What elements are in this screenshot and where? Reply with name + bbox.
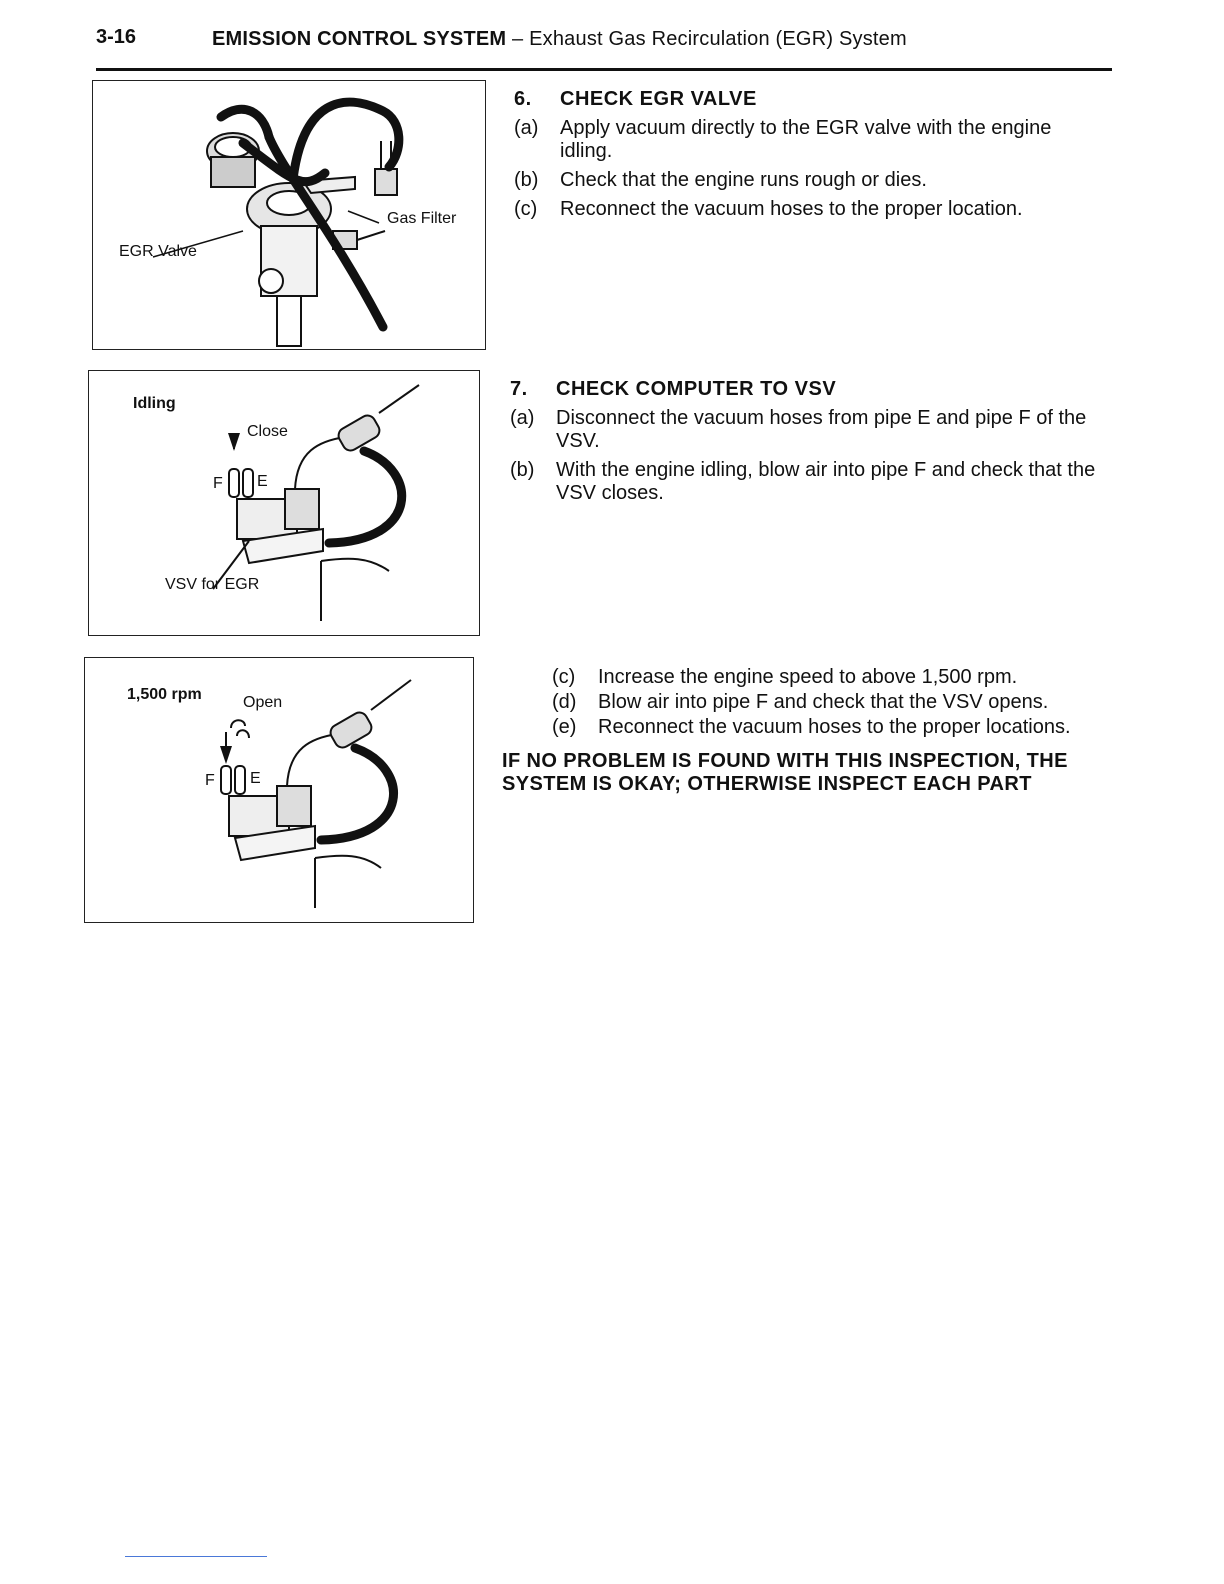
- step-7-heading: [510, 378, 1104, 401]
- item-tag: (c): [552, 666, 576, 688]
- step-7-continued: [552, 666, 1098, 739]
- close-state-label: Close: [247, 423, 288, 440]
- page-header: [96, 24, 1112, 71]
- page-number: 3-16: [96, 26, 137, 48]
- rpm-mode-label: 1,500 rpm: [127, 686, 202, 703]
- item-tag: (b): [510, 459, 535, 481]
- item-text: With the engine idling, blow air into pipe F and check that the VSV closes.: [556, 459, 1096, 504]
- item-text: Increase the engine speed to above 1,500 rpm.: [598, 666, 1018, 688]
- step-7-title: CHECK COMPUTER TO VSV: [556, 378, 837, 400]
- gas-filter-label: Gas Filter: [387, 210, 457, 227]
- item-tag: (a): [510, 407, 535, 429]
- item-tag: (a): [514, 117, 539, 139]
- item-text: Blow air into pipe F and check that the VSV opens.: [598, 691, 1049, 713]
- step-7-item-d: [552, 691, 1098, 714]
- step-7: [510, 378, 1104, 505]
- item-tag: (e): [552, 716, 577, 738]
- item-text: Apply vacuum directly to the EGR valve with the engine idling.: [560, 117, 1052, 162]
- vsv-idling-figure: [88, 370, 480, 636]
- egr-valve-figure: [92, 80, 486, 350]
- step-6-number: 6.: [514, 88, 532, 110]
- step-6-title: CHECK EGR VALVE: [560, 88, 757, 110]
- step-6: [514, 88, 1108, 221]
- egr-valve-label: EGR Valve: [119, 243, 197, 260]
- step-7-number: 7.: [510, 378, 528, 400]
- section-title: [212, 28, 907, 51]
- step-7-item-e: [552, 716, 1098, 739]
- section-subtitle: – Exhaust Gas Recirculation (EGR) System: [512, 28, 907, 50]
- section-title-main: EMISSION CONTROL SYSTEM: [212, 28, 507, 50]
- item-tag: (d): [552, 691, 577, 713]
- step-7-item-a: [510, 407, 1104, 453]
- bottom-rule: [125, 1556, 267, 1557]
- item-text: Check that the engine runs rough or dies.: [560, 169, 927, 191]
- pipe-f-label-rpm: F: [205, 772, 215, 789]
- step-6-item-b: [514, 169, 1108, 192]
- pipe-e-label: E: [257, 473, 268, 490]
- pipe-f-label: F: [213, 475, 223, 492]
- conclusion-text: IF NO PROBLEM IS FOUND WITH THIS INSPECTION, THE SYSTEM IS OKAY; OTHERWISE INSPECT EACH PART: [502, 750, 1068, 795]
- step-6-item-c: [514, 198, 1108, 221]
- item-text: Reconnect the vacuum hoses to the proper location.: [560, 198, 1023, 220]
- vsv-rpm-figure: [84, 657, 474, 923]
- item-text: Disconnect the vacuum hoses from pipe E and pipe F of the VSV.: [556, 407, 1087, 452]
- item-text: Reconnect the vacuum hoses to the proper locations.: [598, 716, 1071, 738]
- open-state-label: Open: [243, 694, 283, 711]
- item-tag: (c): [514, 198, 538, 220]
- step-7-item-c: [552, 666, 1098, 689]
- step-6-item-a: [514, 117, 1108, 163]
- pipe-e-label-rpm: E: [250, 770, 261, 787]
- step-6-heading: [514, 88, 1108, 111]
- item-tag: (b): [514, 169, 539, 191]
- step-7-item-b: [510, 459, 1104, 505]
- idling-mode-label: Idling: [133, 395, 176, 412]
- vsv-for-egr-label: VSV for EGR: [165, 576, 260, 593]
